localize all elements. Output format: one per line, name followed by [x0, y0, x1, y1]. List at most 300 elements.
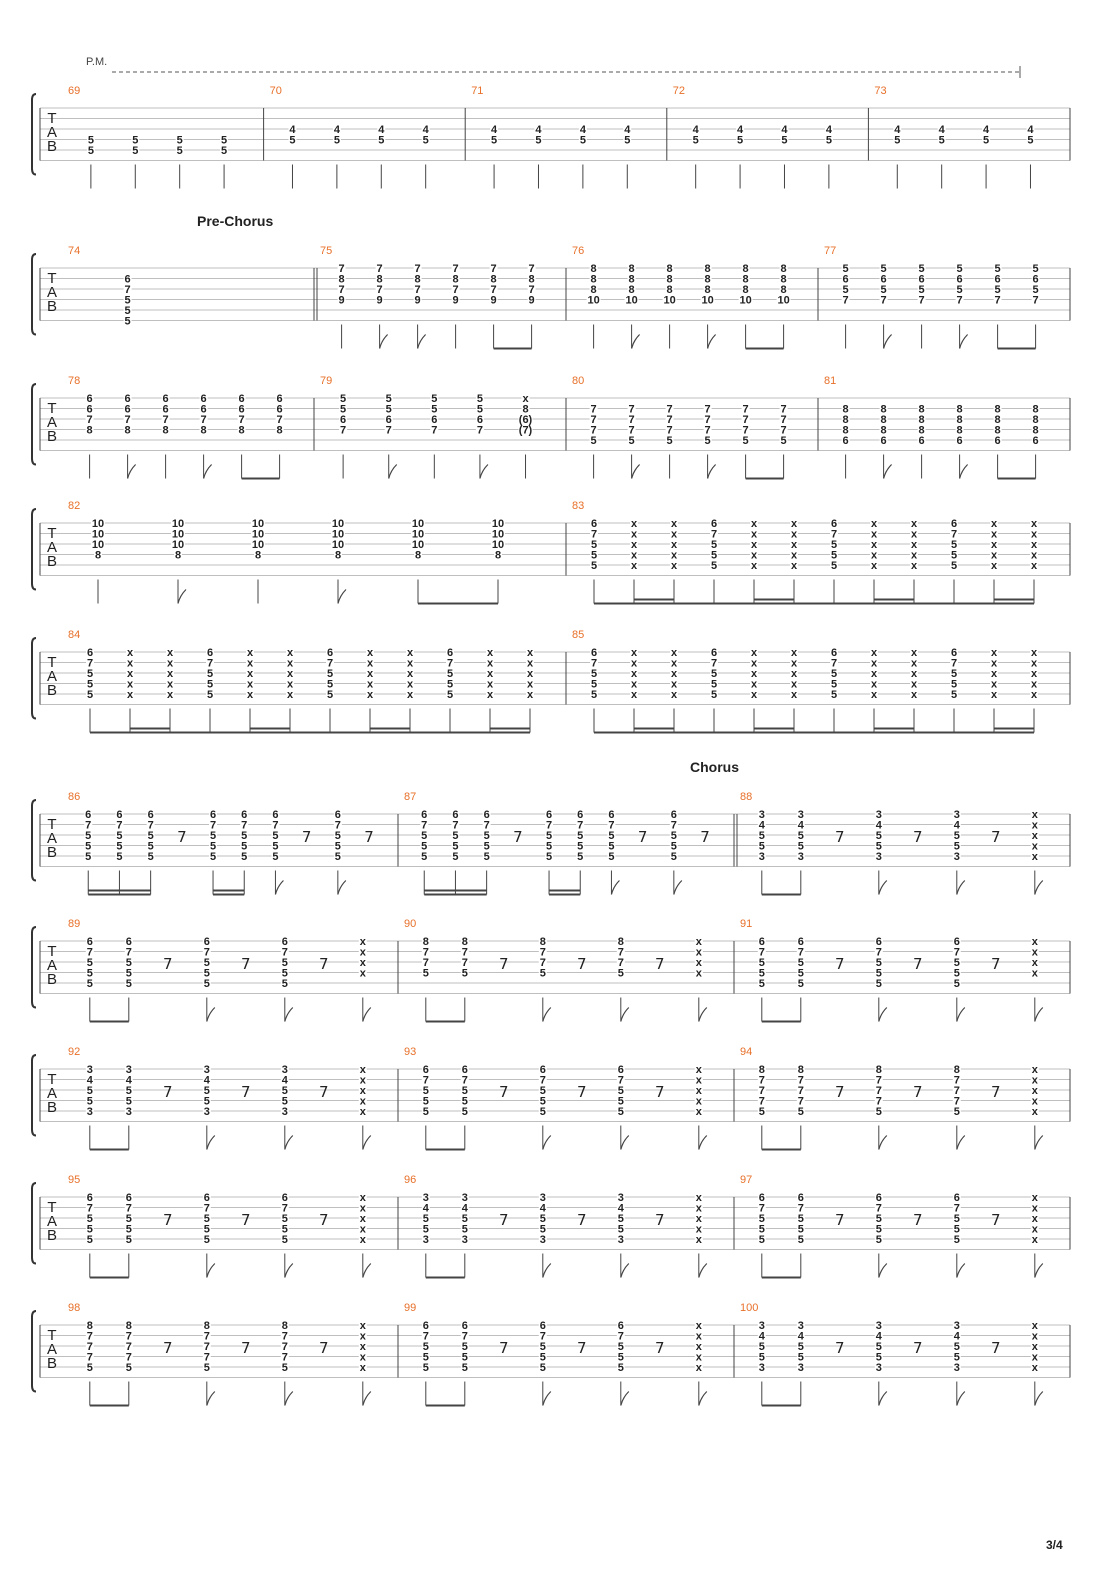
fret-number: 3	[953, 809, 960, 821]
fret-number: 7	[704, 414, 711, 426]
fret-number: 7	[422, 1074, 429, 1087]
fret-number: x	[990, 539, 998, 551]
fret-number: 5	[422, 1362, 429, 1374]
fret-number: 5	[780, 435, 787, 447]
fret-number: 4	[281, 1074, 288, 1087]
fret-number: 5	[758, 1223, 765, 1236]
fret-number: (6)	[518, 414, 533, 426]
measure-number: 92	[68, 1046, 81, 1058]
measure-number: 82	[68, 500, 81, 512]
fret-number: 8	[666, 263, 673, 275]
eighth-rest: 7	[835, 1211, 845, 1229]
fret-number: x	[486, 678, 494, 691]
fret-number: x	[695, 1234, 702, 1246]
fret-number: x	[1031, 830, 1038, 842]
fret-number: 10	[171, 518, 185, 530]
fret-number: 5	[983, 134, 990, 147]
fret-number: x	[790, 689, 798, 701]
eighth-rest: 7	[577, 1083, 587, 1101]
fret-number: x	[750, 560, 758, 572]
fret-number: 7	[376, 263, 383, 275]
eighth-flag	[204, 465, 212, 479]
fret-number: 7	[704, 403, 711, 416]
fret-number: 5	[272, 851, 279, 863]
fret-number: 5	[125, 957, 132, 969]
eighth-rest: 7	[319, 1339, 329, 1357]
fret-number: 5	[221, 145, 228, 157]
fret-number: 4	[953, 819, 960, 832]
fret-number: 7	[742, 414, 749, 426]
fret-number: 3	[953, 851, 960, 863]
fret-number: 10	[91, 528, 105, 541]
fret-number: 7	[797, 1085, 804, 1097]
fret-number: 7	[452, 819, 459, 832]
fret-number: 5	[461, 967, 468, 980]
fret-number: x	[166, 668, 174, 680]
eighth-rest: 7	[163, 955, 173, 973]
fret-number: 5	[326, 689, 334, 701]
eighth-rest: 7	[499, 1211, 509, 1229]
measure-number: 88	[740, 791, 753, 803]
fret-number: x	[286, 678, 294, 691]
fret-number: 7	[608, 819, 615, 832]
fret-number: 7	[203, 1330, 210, 1343]
eighth-rest: 7	[700, 828, 710, 846]
fret-number: x	[695, 1362, 702, 1374]
fret-number: 5	[147, 830, 154, 842]
fret-number: 7	[376, 284, 383, 296]
measure-number: 97	[740, 1174, 753, 1186]
fret-number: 8	[94, 549, 102, 562]
tab-clef-letter: A	[46, 957, 58, 974]
fret-number: 7	[281, 1351, 288, 1364]
measure-number: 79	[320, 375, 333, 387]
fret-number: 5	[950, 539, 958, 551]
fret-number: x	[990, 657, 998, 670]
fret-number: x	[695, 946, 702, 959]
fret-number: 7	[994, 294, 1001, 307]
fret-number: x	[695, 1223, 702, 1236]
fret-number: 8	[704, 273, 711, 286]
fret-number: 5	[830, 678, 838, 691]
system-bracket	[32, 1183, 36, 1264]
fret-number: 7	[830, 528, 838, 541]
fret-number: x	[790, 539, 798, 551]
fret-number: x	[630, 678, 638, 691]
fret-number: 4	[938, 124, 945, 136]
fret-number: x	[359, 1341, 366, 1353]
fret-number: 7	[334, 819, 341, 832]
eighth-flag	[674, 881, 682, 895]
fret-number: x	[522, 393, 529, 405]
eighth-flag	[338, 590, 346, 604]
fret-number: 5	[86, 978, 93, 990]
fret-number: x	[1031, 840, 1038, 853]
fret-number: 6	[238, 393, 245, 405]
fret-number: x	[359, 1085, 366, 1097]
fret-number: 5	[86, 1234, 93, 1246]
fret-number: 3	[875, 851, 882, 863]
tab-clef-letter: B	[46, 1227, 58, 1244]
fret-number: 6	[483, 809, 490, 821]
fret-number: 5	[461, 1213, 468, 1225]
fret-number: x	[695, 957, 702, 969]
fret-number: 8	[238, 424, 245, 437]
eighth-rest: 7	[991, 828, 1001, 846]
fret-number: x	[790, 678, 798, 691]
fret-number: 5	[241, 830, 248, 842]
fret-number: 7	[577, 819, 584, 832]
fret-number: x	[126, 668, 134, 680]
fret-number: x	[359, 1095, 366, 1108]
system-bracket	[32, 800, 36, 881]
fret-number: 7	[476, 424, 483, 437]
measure-number: 94	[740, 1046, 753, 1058]
fret-number: 7	[880, 294, 887, 307]
fret-number: 5	[452, 840, 459, 853]
fret-number: 4	[535, 124, 542, 136]
fret-number: 5	[617, 1362, 624, 1374]
fret-number: 5	[241, 851, 248, 863]
fret-number: 7	[875, 1085, 882, 1097]
fret-number: 4	[378, 124, 385, 136]
eighth-flag	[1035, 881, 1043, 895]
fret-number: x	[630, 518, 638, 530]
fret-number: x	[1031, 1341, 1038, 1353]
fret-number: x	[630, 657, 638, 670]
fret-number: 8	[918, 414, 925, 426]
fret-number: x	[1031, 1064, 1038, 1076]
measure-number: 93	[404, 1046, 417, 1058]
fret-number: 7	[490, 284, 497, 296]
fret-number: 5	[918, 284, 925, 296]
fret-number: 5	[86, 1223, 93, 1236]
fret-number: 7	[422, 957, 429, 969]
fret-number: 8	[494, 549, 502, 562]
fret-number: 3	[422, 1234, 429, 1246]
measure-number: 85	[572, 629, 585, 641]
fret-number: 7	[918, 294, 925, 307]
measure-number: 100	[740, 1302, 759, 1314]
fret-number: 6	[710, 518, 718, 530]
fret-number: 5	[825, 134, 832, 147]
eighth-flag	[879, 1136, 887, 1150]
fret-number: 5	[875, 1223, 882, 1236]
fret-number: 10	[777, 294, 790, 307]
fret-number: x	[695, 1341, 702, 1353]
fret-number: 5	[461, 1351, 468, 1364]
tab-clef-letter: T	[47, 525, 57, 542]
fret-number: 5	[422, 1341, 429, 1353]
fret-number: x	[359, 967, 366, 980]
fret-number: 5	[125, 1213, 132, 1225]
fret-number: 5	[918, 263, 925, 275]
fret-number: 7	[414, 284, 421, 296]
fret-number: 5	[491, 134, 498, 147]
fret-number: 5	[176, 134, 183, 147]
fret-number: x	[526, 689, 534, 701]
fret-number: x	[1031, 819, 1038, 832]
fret-number: 5	[483, 830, 490, 842]
eighth-flag	[285, 1264, 293, 1278]
tab-clef-letter: T	[47, 1327, 57, 1344]
fret-number: 8	[200, 424, 207, 437]
fret-number: 7	[617, 957, 624, 969]
measure-number: 75	[320, 245, 333, 257]
fret-number: 5	[692, 134, 699, 147]
fret-number: x	[790, 549, 798, 562]
fret-number: 3	[875, 1320, 882, 1332]
fret-number: 5	[950, 689, 958, 701]
fret-number: 3	[953, 1320, 960, 1332]
eighth-rest: 7	[655, 955, 665, 973]
fret-number: 5	[758, 1341, 765, 1353]
fret-number: 10	[411, 539, 425, 551]
fret-number: 8	[953, 1064, 960, 1076]
fret-number: 5	[830, 549, 838, 562]
fret-number: 7	[446, 657, 454, 670]
fret-number: 7	[590, 414, 597, 426]
fret-number: x	[1030, 668, 1038, 680]
fret-number: 10	[171, 539, 185, 551]
fret-number: 4	[781, 124, 788, 136]
fret-number: 3	[203, 1106, 210, 1118]
fret-number: x	[126, 657, 134, 670]
fret-number: 7	[281, 1330, 288, 1343]
fret-number: 5	[590, 560, 598, 572]
fret-number: 6	[422, 1320, 429, 1332]
tab-clef-letter: B	[46, 682, 58, 699]
fret-number: 5	[203, 1234, 210, 1246]
fret-number: 10	[587, 294, 600, 307]
fret-number: 5	[422, 134, 429, 147]
tab-clef-letter: T	[47, 816, 57, 833]
fret-number: x	[695, 1095, 702, 1108]
eighth-flag	[275, 881, 283, 895]
fret-number: 5	[950, 678, 958, 691]
measure-number: 90	[404, 918, 417, 930]
fret-number: x	[870, 528, 878, 541]
eighth-flag	[207, 1392, 215, 1406]
system-bracket	[32, 384, 36, 465]
fret-number: 8	[742, 284, 749, 296]
fret-number: 5	[579, 134, 586, 147]
fret-number: 6	[116, 809, 123, 821]
eighth-rest: 7	[499, 1339, 509, 1357]
fret-number: 5	[476, 393, 483, 405]
fret-number: 6	[994, 273, 1001, 286]
fret-number: x	[670, 657, 678, 670]
fret-number: 7	[209, 819, 217, 832]
fret-number: x	[870, 647, 878, 659]
fret-number: 5	[86, 1085, 93, 1097]
fret-number: 10	[491, 528, 505, 541]
eighth-flag	[480, 465, 488, 479]
fret-number: x	[695, 1085, 702, 1097]
fret-number: 5	[577, 830, 584, 842]
fret-number: x	[910, 657, 918, 670]
fret-number: 3	[539, 1234, 546, 1246]
fret-number: 7	[86, 1351, 93, 1364]
fret-number: 3	[953, 1362, 960, 1374]
fret-number: x	[695, 1106, 702, 1118]
fret-number: x	[286, 689, 294, 701]
fret-number: x	[359, 1320, 366, 1332]
fret-number: 5	[880, 284, 887, 296]
fret-number: 6	[281, 1192, 288, 1204]
fret-number: x	[366, 647, 374, 659]
fret-number: 7	[617, 1074, 624, 1087]
fret-number: 5	[617, 1106, 624, 1118]
fret-number: 3	[797, 809, 804, 821]
fret-number: 3	[461, 1234, 468, 1246]
fret-number: 10	[411, 518, 425, 530]
eighth-flag	[632, 465, 640, 479]
fret-number: 5	[666, 435, 673, 447]
fret-number: 7	[628, 403, 635, 416]
fret-number: 7	[953, 1095, 960, 1108]
eighth-rest: 7	[513, 828, 523, 846]
fret-number: 5	[86, 1362, 93, 1374]
fret-number: 5	[875, 967, 882, 980]
fret-number: 9	[376, 294, 383, 307]
fret-number: 10	[251, 518, 265, 530]
tab-clef-letter: B	[46, 1099, 58, 1116]
fret-number: 7	[124, 284, 131, 296]
measure-number: 77	[824, 245, 837, 257]
eighth-flag	[178, 590, 186, 604]
fret-number: x	[406, 657, 414, 670]
fret-number: x	[990, 518, 998, 530]
fret-number: 6	[797, 936, 804, 948]
fret-number: 5	[617, 1213, 624, 1225]
fret-number: 6	[421, 809, 428, 821]
fret-number: 7	[125, 1341, 132, 1353]
fret-number: 8	[780, 284, 787, 296]
fret-number: x	[1031, 1085, 1038, 1097]
fret-number: 6	[950, 647, 958, 659]
fret-number: 8	[842, 414, 849, 426]
eighth-rest: 7	[577, 1339, 587, 1357]
eighth-flag	[699, 1136, 707, 1150]
fret-number: x	[1030, 647, 1038, 659]
fret-number: 5	[116, 840, 123, 853]
eighth-flag	[543, 1136, 551, 1150]
fret-number: x	[1031, 851, 1038, 863]
fret-number: x	[910, 539, 918, 551]
fret-number: 7	[780, 403, 787, 416]
fret-number: 7	[421, 819, 428, 832]
fret-number: 7	[670, 819, 677, 832]
fret-number: x	[870, 518, 878, 530]
fret-number: 8	[452, 273, 459, 286]
fret-number: 7	[797, 1202, 804, 1215]
eighth-rest: 7	[913, 1339, 923, 1357]
eighth-flag	[207, 1008, 215, 1022]
eighth-flag	[621, 1136, 629, 1150]
fret-number: 8	[704, 284, 711, 296]
fret-number: x	[695, 1202, 702, 1215]
fret-number: x	[695, 1320, 702, 1332]
fret-number: x	[750, 689, 758, 701]
fret-number: 5	[132, 145, 139, 157]
fret-number: 7	[461, 1074, 468, 1087]
fret-number: 6	[276, 403, 283, 416]
fret-number: 6	[758, 936, 765, 948]
fret-number: 5	[147, 851, 154, 863]
fret-number: x	[670, 689, 678, 701]
fret-number: 5	[422, 967, 429, 980]
fret-number: 6	[340, 414, 347, 426]
fret-number: 5	[147, 840, 154, 853]
fret-number: 5	[446, 689, 454, 701]
fret-number: 5	[875, 830, 882, 842]
fret-number: 8	[86, 424, 93, 437]
fret-number: 5	[421, 851, 428, 863]
tab-clef-letter: B	[46, 138, 58, 155]
fret-number: 5	[461, 1106, 468, 1118]
fret-number: x	[790, 668, 798, 680]
fret-number: 8	[590, 263, 597, 275]
fret-number: 7	[539, 957, 546, 969]
measure-number: 73	[874, 85, 887, 97]
fret-number: 5	[710, 539, 718, 551]
eighth-rest: 7	[835, 955, 845, 973]
eighth-rest: 7	[655, 1339, 665, 1357]
eighth-rest: 7	[499, 955, 509, 973]
fret-number: 7	[830, 657, 838, 670]
fret-number: 6	[875, 936, 882, 948]
fret-number: 8	[956, 403, 963, 416]
fret-number: 5	[545, 830, 553, 842]
eighth-rest: 7	[913, 955, 923, 973]
eighth-flag	[957, 881, 965, 895]
fret-number: 5	[334, 830, 341, 842]
fret-number: 7	[1032, 294, 1039, 307]
fret-number: 8	[539, 936, 546, 948]
fret-number: 4	[461, 1202, 468, 1215]
fret-number: 6	[422, 1064, 429, 1076]
fret-number: 5	[385, 403, 392, 416]
fret-number: 6	[956, 435, 963, 447]
fret-number: 6	[710, 647, 718, 659]
fret-number: 5	[539, 1085, 546, 1097]
fret-number: 8	[276, 424, 283, 437]
fret-number: 7	[281, 1341, 288, 1353]
fret-number: 5	[797, 1223, 804, 1236]
fret-number: 4	[894, 124, 901, 136]
eighth-rest: 7	[835, 828, 845, 846]
fret-number: 5	[956, 263, 963, 275]
fret-number: 3	[539, 1192, 546, 1204]
fret-number: 4	[692, 124, 699, 136]
fret-number: 8	[1032, 414, 1039, 426]
fret-number: 7	[86, 1330, 93, 1343]
fret-number: x	[486, 668, 494, 680]
eighth-rest: 7	[577, 1211, 587, 1229]
fret-number: 8	[1032, 403, 1039, 416]
fret-number: 7	[666, 414, 673, 426]
fret-number: 7	[124, 414, 131, 426]
fret-number: 5	[209, 851, 217, 863]
fret-number: 5	[797, 967, 804, 980]
fret-number: x	[630, 647, 638, 659]
fret-number: 5	[1032, 263, 1039, 275]
eighth-rest: 7	[241, 1339, 251, 1357]
fret-number: 6	[842, 435, 849, 447]
fret-number: 4	[797, 1330, 804, 1343]
fret-number: x	[406, 668, 414, 680]
